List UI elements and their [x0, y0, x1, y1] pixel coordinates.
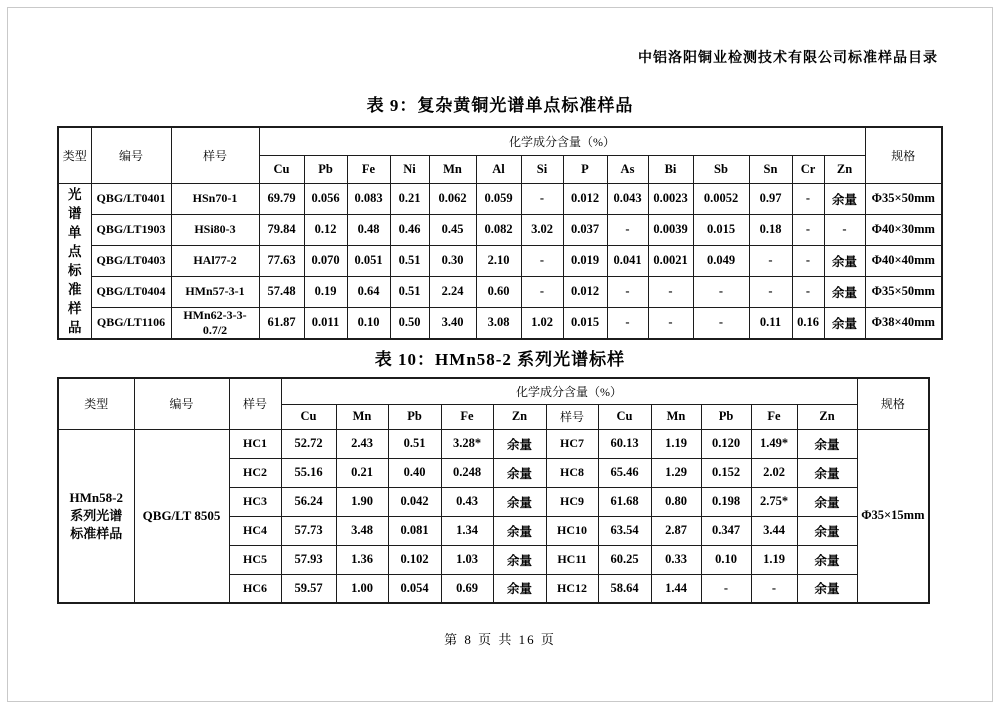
value-cell: - [701, 574, 751, 603]
value-cell: 59.57 [281, 574, 336, 603]
value-cell: 1.34 [441, 516, 493, 545]
value-cell: - [824, 214, 865, 245]
value-cell: 0.80 [651, 487, 701, 516]
value-cell: 65.46 [598, 458, 651, 487]
value-cell: 0.0021 [648, 245, 693, 276]
value-cell: 0.0039 [648, 214, 693, 245]
table9-col-bi: Bi [648, 155, 693, 183]
value-cell: 0.10 [347, 307, 390, 339]
value-cell: 0.042 [388, 487, 441, 516]
table9-col-sn: Sn [749, 155, 792, 183]
value-cell: - [792, 245, 824, 276]
table9-col-si: Si [521, 155, 563, 183]
table9-col-zn: Zn [824, 155, 865, 183]
table10-col-zn2: Zn [797, 404, 857, 429]
value-cell: - [521, 276, 563, 307]
code-cell: QBG/LT1106 [91, 307, 171, 339]
sample-cell: HAl77-2 [171, 245, 259, 276]
value-cell: - [792, 214, 824, 245]
table-row [58, 214, 942, 245]
value-cell: 0.45 [429, 214, 476, 245]
table10-col-fe: Fe [441, 404, 493, 429]
value-cell: 0.64 [347, 276, 390, 307]
spec-cell: Φ40×40mm [865, 245, 942, 276]
value-cell: 0.037 [563, 214, 607, 245]
value-cell: 1.02 [521, 307, 563, 339]
value-cell: 0.347 [701, 516, 751, 545]
table10-header-code: 编号 [134, 378, 229, 429]
value-cell: - [607, 276, 648, 307]
table10-header-composition: 化学成分含量（%） [281, 378, 857, 404]
value-cell: 1.90 [336, 487, 388, 516]
value-cell: 3.40 [429, 307, 476, 339]
value-cell: 57.48 [259, 276, 304, 307]
value-cell: 余量 [493, 429, 546, 458]
type-line: 系列光谱 [70, 507, 123, 523]
value-cell: 1.19 [751, 545, 797, 574]
value-cell: - [521, 245, 563, 276]
sample-cell: HC2 [229, 458, 281, 487]
table10-header-type: 类型 [58, 378, 134, 429]
value-cell: - [607, 307, 648, 339]
table9-col-pb: Pb [304, 155, 347, 183]
value-cell: 2.24 [429, 276, 476, 307]
value-cell: 0.043 [607, 183, 648, 214]
value-cell: 0.041 [607, 245, 648, 276]
table9-header-type: 类型 [58, 127, 91, 183]
spec-cell: Φ35×50mm [865, 183, 942, 214]
value-cell: 0.60 [476, 276, 521, 307]
sample-cell: HC9 [546, 487, 598, 516]
value-cell: 56.24 [281, 487, 336, 516]
table10-col-cu2: Cu [598, 404, 651, 429]
value-cell: 0.51 [388, 429, 441, 458]
value-cell: 0.46 [390, 214, 429, 245]
value-cell: 3.48 [336, 516, 388, 545]
table9-col-cu: Cu [259, 155, 304, 183]
value-cell: 1.29 [651, 458, 701, 487]
value-cell: 0.16 [792, 307, 824, 339]
code-cell: QBG/LT0401 [91, 183, 171, 214]
value-cell: - [521, 183, 563, 214]
value-cell: 0.11 [749, 307, 792, 339]
value-cell: 0.48 [347, 214, 390, 245]
value-cell: 63.54 [598, 516, 651, 545]
value-cell: 0.012 [563, 183, 607, 214]
value-cell: 0.070 [304, 245, 347, 276]
value-cell: - [607, 214, 648, 245]
value-cell: 2.75* [751, 487, 797, 516]
table9-header-code: 编号 [91, 127, 171, 183]
table9-header-sample: 样号 [171, 127, 259, 183]
value-cell: 余量 [797, 487, 857, 516]
value-cell: 0.015 [563, 307, 607, 339]
value-cell: 余量 [824, 183, 865, 214]
value-cell: 余量 [824, 307, 865, 339]
value-cell: 0.081 [388, 516, 441, 545]
sample-cell: HC10 [546, 516, 598, 545]
value-cell: 0.0023 [648, 183, 693, 214]
value-cell: 0.051 [347, 245, 390, 276]
table9-header-spec: 规格 [865, 127, 942, 183]
value-cell: 余量 [824, 276, 865, 307]
table10-code-cell: QBG/LT 8505 [134, 429, 229, 603]
sample-cell: HMn57-3-1 [171, 276, 259, 307]
value-cell: 余量 [493, 574, 546, 603]
table-row [58, 183, 942, 214]
page-number: 第 8 页 共 16 页 [444, 632, 556, 647]
value-cell: 0.012 [563, 276, 607, 307]
type-line: HMn58-2 [69, 489, 123, 505]
value-cell: 61.87 [259, 307, 304, 339]
value-cell: 61.68 [598, 487, 651, 516]
value-cell: 余量 [797, 429, 857, 458]
value-cell: 0.011 [304, 307, 347, 339]
value-cell: 0.062 [429, 183, 476, 214]
value-cell: 77.63 [259, 245, 304, 276]
value-cell: 0.056 [304, 183, 347, 214]
value-cell: 57.73 [281, 516, 336, 545]
value-cell: 0.120 [701, 429, 751, 458]
value-cell: 3.02 [521, 214, 563, 245]
table-row [58, 429, 929, 458]
value-cell: 余量 [493, 545, 546, 574]
value-cell: - [749, 245, 792, 276]
table-row [58, 245, 942, 276]
value-cell: 2.10 [476, 245, 521, 276]
table9-col-cr: Cr [792, 155, 824, 183]
value-cell: 余量 [797, 574, 857, 603]
value-cell: 0.50 [390, 307, 429, 339]
value-cell: 0.054 [388, 574, 441, 603]
value-cell: 0.082 [476, 214, 521, 245]
table10 [57, 377, 930, 604]
value-cell: 52.72 [281, 429, 336, 458]
value-cell: 0.152 [701, 458, 751, 487]
sample-cell: HC5 [229, 545, 281, 574]
value-cell: - [648, 276, 693, 307]
value-cell: - [749, 276, 792, 307]
value-cell: 0.198 [701, 487, 751, 516]
sample-cell: HC1 [229, 429, 281, 458]
value-cell: 1.19 [651, 429, 701, 458]
value-cell: 1.36 [336, 545, 388, 574]
table10-col-zn: Zn [493, 404, 546, 429]
value-cell: - [792, 183, 824, 214]
value-cell: 69.79 [259, 183, 304, 214]
table10-col-pb: Pb [388, 404, 441, 429]
value-cell: 2.87 [651, 516, 701, 545]
table9-col-al: Al [476, 155, 521, 183]
value-cell: 余量 [797, 458, 857, 487]
table10-col-fe2: Fe [751, 404, 797, 429]
value-cell: - [693, 307, 749, 339]
value-cell: 0.21 [390, 183, 429, 214]
value-cell: 0.40 [388, 458, 441, 487]
sample-cell: HSi80-3 [171, 214, 259, 245]
sample-cell: HC3 [229, 487, 281, 516]
value-cell: 58.64 [598, 574, 651, 603]
spec-cell: Φ38×40mm [865, 307, 942, 339]
value-cell: 3.28* [441, 429, 493, 458]
document-header: 中铝洛阳铜业检测技术有限公司标准样品目录 [638, 51, 938, 66]
value-cell: 79.84 [259, 214, 304, 245]
sample-cell: HSn70-1 [171, 183, 259, 214]
table9-col-as: As [607, 155, 648, 183]
sample-cell: HC7 [546, 429, 598, 458]
value-cell: 0.30 [429, 245, 476, 276]
table10-col-pb2: Pb [701, 404, 751, 429]
value-cell: - [693, 276, 749, 307]
table-row [58, 307, 942, 339]
table10-col-mn: Mn [336, 404, 388, 429]
table9 [57, 126, 943, 340]
value-cell: 0.12 [304, 214, 347, 245]
value-cell: 60.13 [598, 429, 651, 458]
value-cell: 0.69 [441, 574, 493, 603]
value-cell: 0.33 [651, 545, 701, 574]
table10-header-spec: 规格 [857, 378, 929, 429]
value-cell: 余量 [797, 516, 857, 545]
value-cell: 0.97 [749, 183, 792, 214]
value-cell: 余量 [493, 487, 546, 516]
value-cell: 0.10 [701, 545, 751, 574]
sample-cell: HC8 [546, 458, 598, 487]
value-cell: 0.059 [476, 183, 521, 214]
value-cell: - [792, 276, 824, 307]
code-cell: QBG/LT0404 [91, 276, 171, 307]
value-cell: 0.51 [390, 245, 429, 276]
value-cell: 0.21 [336, 458, 388, 487]
code-cell: QBG/LT1903 [91, 214, 171, 245]
table9-type-label [58, 183, 91, 339]
value-cell: 0.51 [390, 276, 429, 307]
vertical-type-text: 光谱单点标准样品 [68, 186, 82, 335]
table9-col-ni: Ni [390, 155, 429, 183]
sample-cell: HMn62-3-3-0.7/2 [171, 307, 259, 339]
value-cell: 0.019 [563, 245, 607, 276]
value-cell: 0.015 [693, 214, 749, 245]
value-cell: 60.25 [598, 545, 651, 574]
value-cell: 55.16 [281, 458, 336, 487]
value-cell: - [751, 574, 797, 603]
value-cell: 0.19 [304, 276, 347, 307]
table10-col-cu: Cu [281, 404, 336, 429]
value-cell: - [648, 307, 693, 339]
table10-spec-cell: Φ35×15mm [857, 429, 929, 603]
value-cell: 2.43 [336, 429, 388, 458]
sample-cell: HC4 [229, 516, 281, 545]
value-cell: 1.00 [336, 574, 388, 603]
value-cell: 0.083 [347, 183, 390, 214]
value-cell: 余量 [493, 458, 546, 487]
value-cell: 余量 [493, 516, 546, 545]
spec-cell: Φ40×30mm [865, 214, 942, 245]
value-cell: 0.102 [388, 545, 441, 574]
value-cell: 57.93 [281, 545, 336, 574]
value-cell: 3.44 [751, 516, 797, 545]
code-cell: QBG/LT0403 [91, 245, 171, 276]
type-line: 标准样品 [70, 525, 123, 541]
value-cell: 0.43 [441, 487, 493, 516]
table10-header-sample2: 样号 [546, 404, 598, 429]
table9-col-sb: Sb [693, 155, 749, 183]
table-row [58, 276, 942, 307]
value-cell: 0.18 [749, 214, 792, 245]
value-cell: 0.049 [693, 245, 749, 276]
value-cell: 余量 [797, 545, 857, 574]
table10-header-sample: 样号 [229, 378, 281, 429]
value-cell: 1.03 [441, 545, 493, 574]
table9-header-composition: 化学成分含量（%） [259, 127, 865, 155]
value-cell: 3.08 [476, 307, 521, 339]
table10-col-mn2: Mn [651, 404, 701, 429]
sample-cell: HC11 [546, 545, 598, 574]
sample-cell: HC12 [546, 574, 598, 603]
value-cell: 0.248 [441, 458, 493, 487]
value-cell: 0.0052 [693, 183, 749, 214]
table9-col-fe: Fe [347, 155, 390, 183]
table10-title: 表 10：HMn58-2 系列光谱标样 [374, 350, 626, 369]
value-cell: 1.44 [651, 574, 701, 603]
spec-cell: Φ35×50mm [865, 276, 942, 307]
table9-col-mn: Mn [429, 155, 476, 183]
table10-type-label [58, 429, 134, 603]
table9-title: 表 9：复杂黄铜光谱单点标准样品 [366, 96, 634, 115]
value-cell: 1.49* [751, 429, 797, 458]
sample-cell: HC6 [229, 574, 281, 603]
value-cell: 余量 [824, 245, 865, 276]
value-cell: 2.02 [751, 458, 797, 487]
table9-col-p: P [563, 155, 607, 183]
